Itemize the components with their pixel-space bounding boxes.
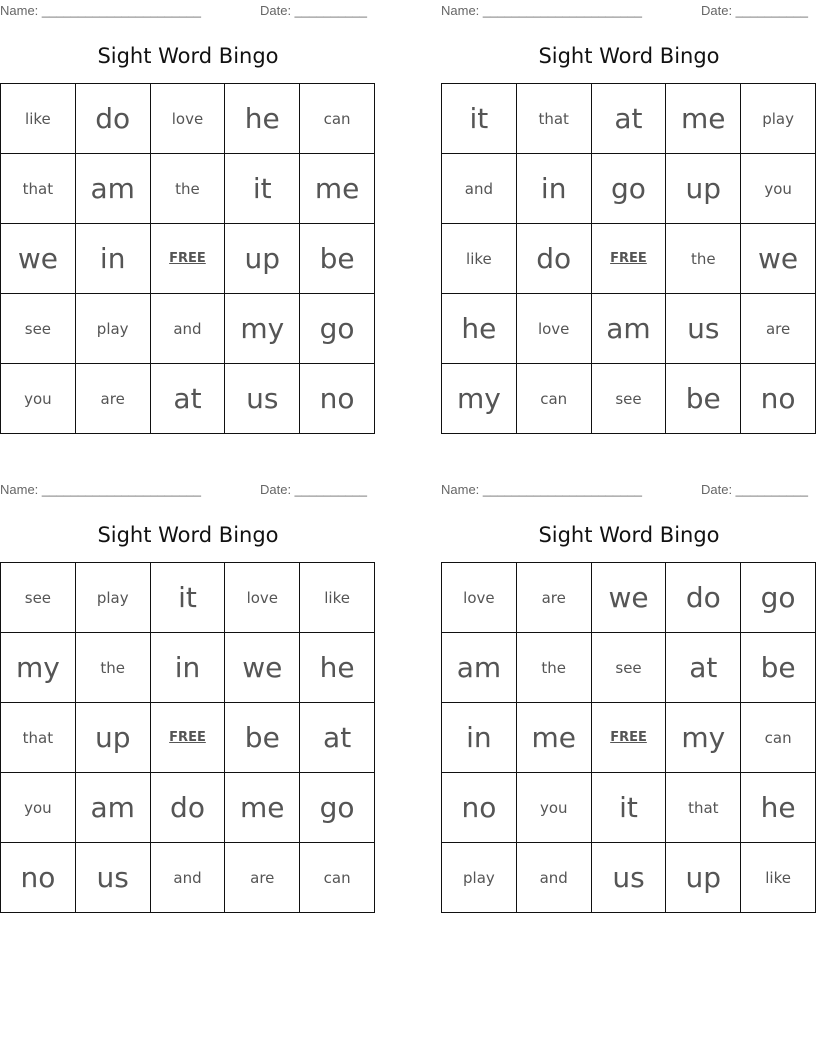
bingo-cell: play xyxy=(75,563,150,633)
bingo-cell: play xyxy=(741,84,816,154)
bingo-grid xyxy=(0,562,375,913)
bingo-cell: can xyxy=(300,84,375,154)
bingo-cell: are xyxy=(516,563,591,633)
bingo-cell: and xyxy=(150,294,225,364)
name-field-label: Name: ______________________ xyxy=(441,3,642,18)
card-header xyxy=(441,0,816,20)
date-field-label: Date: __________ xyxy=(260,482,367,497)
bingo-cell: do xyxy=(666,563,741,633)
bingo-cell: be xyxy=(666,364,741,434)
bingo-cell: be xyxy=(300,224,375,294)
bingo-cell: and xyxy=(516,843,591,913)
bingo-cell: you xyxy=(1,364,76,434)
bingo-cell: no xyxy=(1,843,76,913)
bingo-cell: you xyxy=(741,154,816,224)
bingo-cell: go xyxy=(741,563,816,633)
grid-row xyxy=(442,224,816,294)
bingo-cell: up xyxy=(666,843,741,913)
grid-row xyxy=(442,563,816,633)
bingo-cell: he xyxy=(300,633,375,703)
bingo-cell: are xyxy=(225,843,300,913)
bingo-cell: up xyxy=(666,154,741,224)
bingo-cell: love xyxy=(225,563,300,633)
bingo-cell: and xyxy=(150,843,225,913)
card-title: Sight Word Bingo xyxy=(538,44,720,68)
bingo-cell: love xyxy=(516,294,591,364)
grid-row xyxy=(442,364,816,434)
bingo-cell: see xyxy=(591,633,666,703)
bingo-cell: no xyxy=(300,364,375,434)
bingo-cell: my xyxy=(225,294,300,364)
bingo-cell: us xyxy=(75,843,150,913)
bingo-cell: are xyxy=(75,364,150,434)
bingo-cell: up xyxy=(75,703,150,773)
bingo-cell: go xyxy=(300,294,375,364)
bingo-cell: he xyxy=(225,84,300,154)
bingo-cell: my xyxy=(666,703,741,773)
grid-row xyxy=(442,294,816,364)
bingo-cell: it xyxy=(442,84,517,154)
bingo-cell: in xyxy=(442,703,517,773)
name-field-label: Name: ______________________ xyxy=(441,482,642,497)
bingo-cell: FREE xyxy=(591,703,666,773)
bingo-cell: the xyxy=(150,154,225,224)
bingo-cell: me xyxy=(300,154,375,224)
bingo-cell: am xyxy=(442,633,517,703)
bingo-cell: we xyxy=(225,633,300,703)
bingo-cell: he xyxy=(442,294,517,364)
bingo-cell: FREE xyxy=(591,224,666,294)
bingo-cell: that xyxy=(1,154,76,224)
bingo-cell: love xyxy=(150,84,225,154)
bingo-cell: the xyxy=(75,633,150,703)
grid-row xyxy=(442,773,816,843)
bingo-cell: see xyxy=(1,294,76,364)
bingo-cell: that xyxy=(516,84,591,154)
grid-row xyxy=(1,84,375,154)
grid-row xyxy=(1,703,375,773)
bingo-cell: that xyxy=(1,703,76,773)
bingo-cell: at xyxy=(591,84,666,154)
bingo-cell: in xyxy=(75,224,150,294)
bingo-cell: see xyxy=(591,364,666,434)
bingo-cell: am xyxy=(591,294,666,364)
grid-row xyxy=(1,224,375,294)
date-field-label: Date: __________ xyxy=(701,3,808,18)
bingo-cell: can xyxy=(300,843,375,913)
name-field-label: Name: ______________________ xyxy=(0,482,201,497)
bingo-cell: FREE xyxy=(150,703,225,773)
bingo-grid xyxy=(441,83,816,434)
bingo-cell: it xyxy=(225,154,300,224)
bingo-cell: that xyxy=(666,773,741,843)
grid-row xyxy=(442,154,816,224)
bingo-cell: we xyxy=(741,224,816,294)
bingo-cell: me xyxy=(516,703,591,773)
bingo-cell: we xyxy=(591,563,666,633)
bingo-cell: us xyxy=(591,843,666,913)
bingo-cell: can xyxy=(516,364,591,434)
bingo-cell: you xyxy=(516,773,591,843)
card-header xyxy=(441,479,816,499)
bingo-cell: be xyxy=(225,703,300,773)
grid-row xyxy=(442,84,816,154)
bingo-cell: we xyxy=(1,224,76,294)
bingo-cell: be xyxy=(741,633,816,703)
bingo-cell: do xyxy=(75,84,150,154)
bingo-cell: me xyxy=(666,84,741,154)
grid-row xyxy=(1,154,375,224)
bingo-cell: go xyxy=(300,773,375,843)
bingo-cell: the xyxy=(516,633,591,703)
grid-row xyxy=(1,294,375,364)
bingo-cell: in xyxy=(516,154,591,224)
bingo-cell: me xyxy=(225,773,300,843)
bingo-cell: like xyxy=(300,563,375,633)
bingo-cell: do xyxy=(516,224,591,294)
bingo-grid xyxy=(0,83,375,434)
grid-row xyxy=(1,773,375,843)
bingo-cell: up xyxy=(225,224,300,294)
bingo-cell: us xyxy=(666,294,741,364)
bingo-cell: am xyxy=(75,773,150,843)
card-header xyxy=(0,0,376,20)
bingo-cell: love xyxy=(442,563,517,633)
bingo-cell: no xyxy=(741,364,816,434)
bingo-grid xyxy=(441,562,816,913)
bingo-cell: play xyxy=(75,294,150,364)
bingo-cell: he xyxy=(741,773,816,843)
bingo-cell: us xyxy=(225,364,300,434)
grid-row xyxy=(1,563,375,633)
bingo-cell: FREE xyxy=(150,224,225,294)
grid-row xyxy=(1,633,375,703)
bingo-cell: you xyxy=(1,773,76,843)
bingo-cell: play xyxy=(442,843,517,913)
bingo-cell: at xyxy=(300,703,375,773)
bingo-cell: like xyxy=(1,84,76,154)
grid-row xyxy=(1,364,375,434)
bingo-cell: the xyxy=(666,224,741,294)
bingo-cell: at xyxy=(150,364,225,434)
date-field-label: Date: __________ xyxy=(260,3,367,18)
grid-row xyxy=(442,843,816,913)
bingo-cell: like xyxy=(741,843,816,913)
card-title: Sight Word Bingo xyxy=(97,44,279,68)
name-field-label: Name: ______________________ xyxy=(0,3,201,18)
card-title: Sight Word Bingo xyxy=(97,523,279,547)
bingo-cell: at xyxy=(666,633,741,703)
bingo-cell: it xyxy=(150,563,225,633)
grid-row xyxy=(442,703,816,773)
bingo-cell: do xyxy=(150,773,225,843)
bingo-cell: go xyxy=(591,154,666,224)
bingo-cell: like xyxy=(442,224,517,294)
bingo-cell: no xyxy=(442,773,517,843)
bingo-cell: in xyxy=(150,633,225,703)
bingo-cell: and xyxy=(442,154,517,224)
bingo-cell: am xyxy=(75,154,150,224)
card-title: Sight Word Bingo xyxy=(538,523,720,547)
bingo-cell: can xyxy=(741,703,816,773)
grid-row xyxy=(1,843,375,913)
card-header xyxy=(0,479,376,499)
bingo-cell: are xyxy=(741,294,816,364)
bingo-cell: my xyxy=(442,364,517,434)
grid-row xyxy=(442,633,816,703)
bingo-cell: it xyxy=(591,773,666,843)
bingo-cell: my xyxy=(1,633,76,703)
date-field-label: Date: __________ xyxy=(701,482,808,497)
bingo-cell: see xyxy=(1,563,76,633)
